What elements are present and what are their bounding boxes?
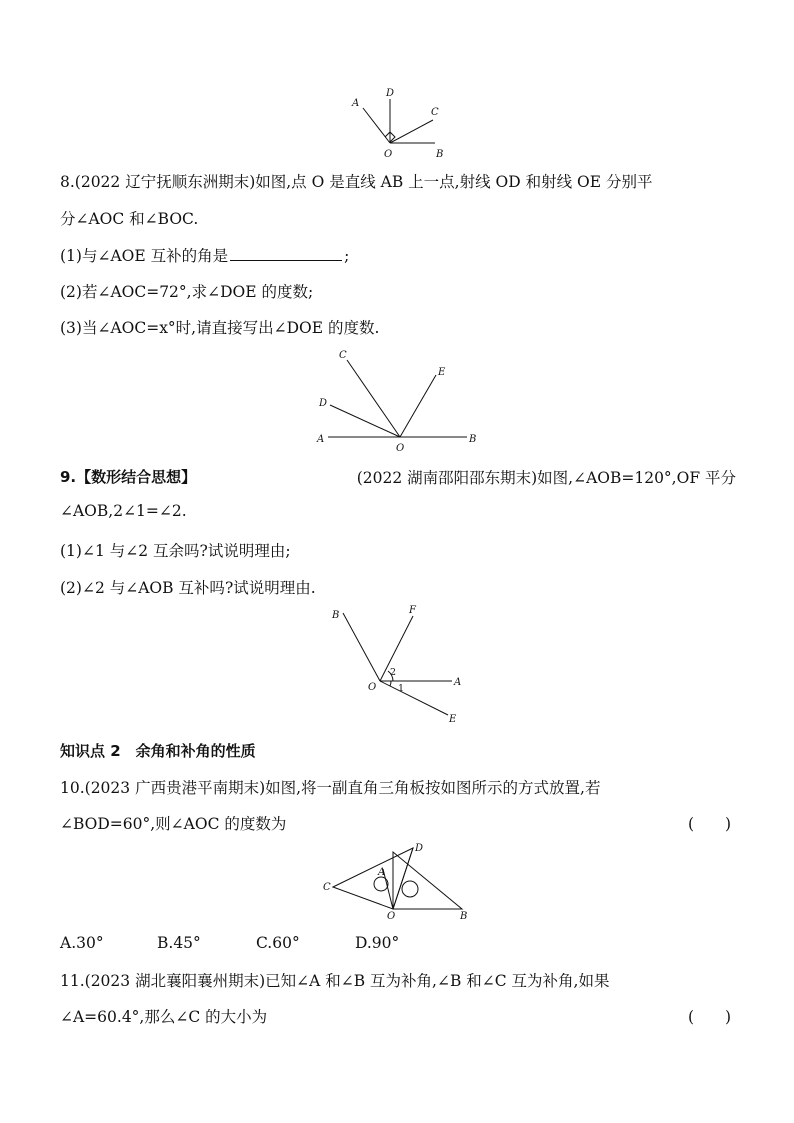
q9-sub2: (2)∠2 与∠AOB 互补吗?试说明理由.: [60, 579, 316, 597]
label-e: E: [438, 367, 446, 378]
q11-answer-paren[interactable]: ( ): [688, 1008, 732, 1026]
q9-sub1: (1)∠1 与∠2 互余吗?试说明理由;: [60, 542, 291, 560]
q8-sub1-text: (1)与∠AOE 互补的角是: [60, 247, 229, 265]
ray-oa: [363, 108, 390, 143]
q10-option-b[interactable]: B.45°: [157, 934, 201, 952]
label-c: C: [431, 107, 439, 118]
figure-prev-question: [0, 0, 794, 160]
label-a: A: [378, 867, 386, 878]
q10-stem-line1: 10.(2023 广西贵港平南期末)如图,将一副直角三角板按如图所示的方式放置,若: [60, 779, 601, 797]
label-d: D: [319, 398, 328, 409]
q9-stem-line2: ∠AOB,2∠1=∠2.: [60, 502, 187, 520]
q9-prefix: 9.【数形结合思想】: [60, 468, 197, 486]
label-b: B: [436, 149, 444, 160]
label-f: F: [409, 605, 416, 616]
label-angle-2: 2: [390, 667, 397, 678]
q10-option-d[interactable]: D.90°: [355, 934, 400, 952]
label-o: O: [384, 149, 393, 160]
q10-option-a[interactable]: A.30°: [60, 934, 104, 952]
ray-oc: [347, 360, 400, 437]
label-b: B: [332, 610, 340, 621]
label-a: A: [352, 98, 360, 109]
angle-arc-1: [390, 681, 391, 686]
ray-of: [380, 616, 413, 681]
label-b: B: [469, 434, 477, 445]
q11-stem-line2: ∠A=60.4°,那么∠C 的大小为: [60, 1008, 268, 1026]
section-title: 知识点 2 余角和补角的性质: [60, 742, 256, 760]
label-e: E: [449, 714, 457, 725]
hole-circle-1: [374, 877, 388, 891]
label-o: O: [387, 911, 396, 922]
label-a: A: [317, 434, 325, 445]
q10-answer-paren[interactable]: ( ): [688, 815, 732, 833]
answer-blank[interactable]: [230, 246, 342, 261]
q8-sub1-end: ;: [344, 247, 350, 265]
label-c: C: [339, 350, 347, 361]
label-o: O: [368, 682, 377, 693]
triangle-set-square-1: [333, 848, 413, 909]
triangle-set-square-2: [393, 852, 462, 909]
q10-stem-line2: ∠BOD=60°,则∠AOC 的度数为: [60, 815, 287, 833]
q10-option-c[interactable]: C.60°: [256, 934, 300, 952]
ray-od: [393, 848, 413, 909]
hole-circle-2: [402, 881, 418, 897]
label-o: O: [396, 443, 405, 454]
q9-stem-rest: (2022 湖南邵阳邵东期末)如图,∠AOB=120°,OF 平分: [356, 469, 736, 487]
figure-q8: [0, 340, 794, 455]
ray-oe: [380, 681, 448, 715]
q8-stem-line1: 8.(2022 辽宁抚顺东洲期末)如图,点 O 是直线 AB 上一点,射线 OD 和射线 OE 分别平: [60, 173, 653, 191]
ray-ob: [343, 613, 380, 681]
figure-q9: [0, 600, 794, 730]
q9-stem-line1: [60, 466, 736, 488]
q8-sub1: [60, 244, 349, 266]
figure-q10: [0, 835, 794, 925]
q8-sub2: (2)若∠AOC=72°,求∠DOE 的度数;: [60, 283, 314, 301]
label-d: D: [415, 843, 424, 854]
q11-stem-line1: 11.(2023 湖北襄阳襄州期末)已知∠A 和∠B 互为补角,∠B 和∠C 互为补角,如果: [60, 972, 610, 990]
label-angle-1: 1: [398, 683, 405, 694]
label-b: B: [460, 911, 468, 922]
label-a: A: [454, 677, 462, 688]
q8-sub3: (3)当∠AOC=x°时,请直接写出∠DOE 的度数.: [60, 319, 380, 337]
ray-oe: [400, 375, 436, 437]
ray-oc: [390, 120, 433, 143]
q8-stem-line2: 分∠AOC 和∠BOC.: [60, 210, 199, 228]
label-d: D: [386, 88, 395, 99]
label-c: C: [323, 882, 331, 893]
